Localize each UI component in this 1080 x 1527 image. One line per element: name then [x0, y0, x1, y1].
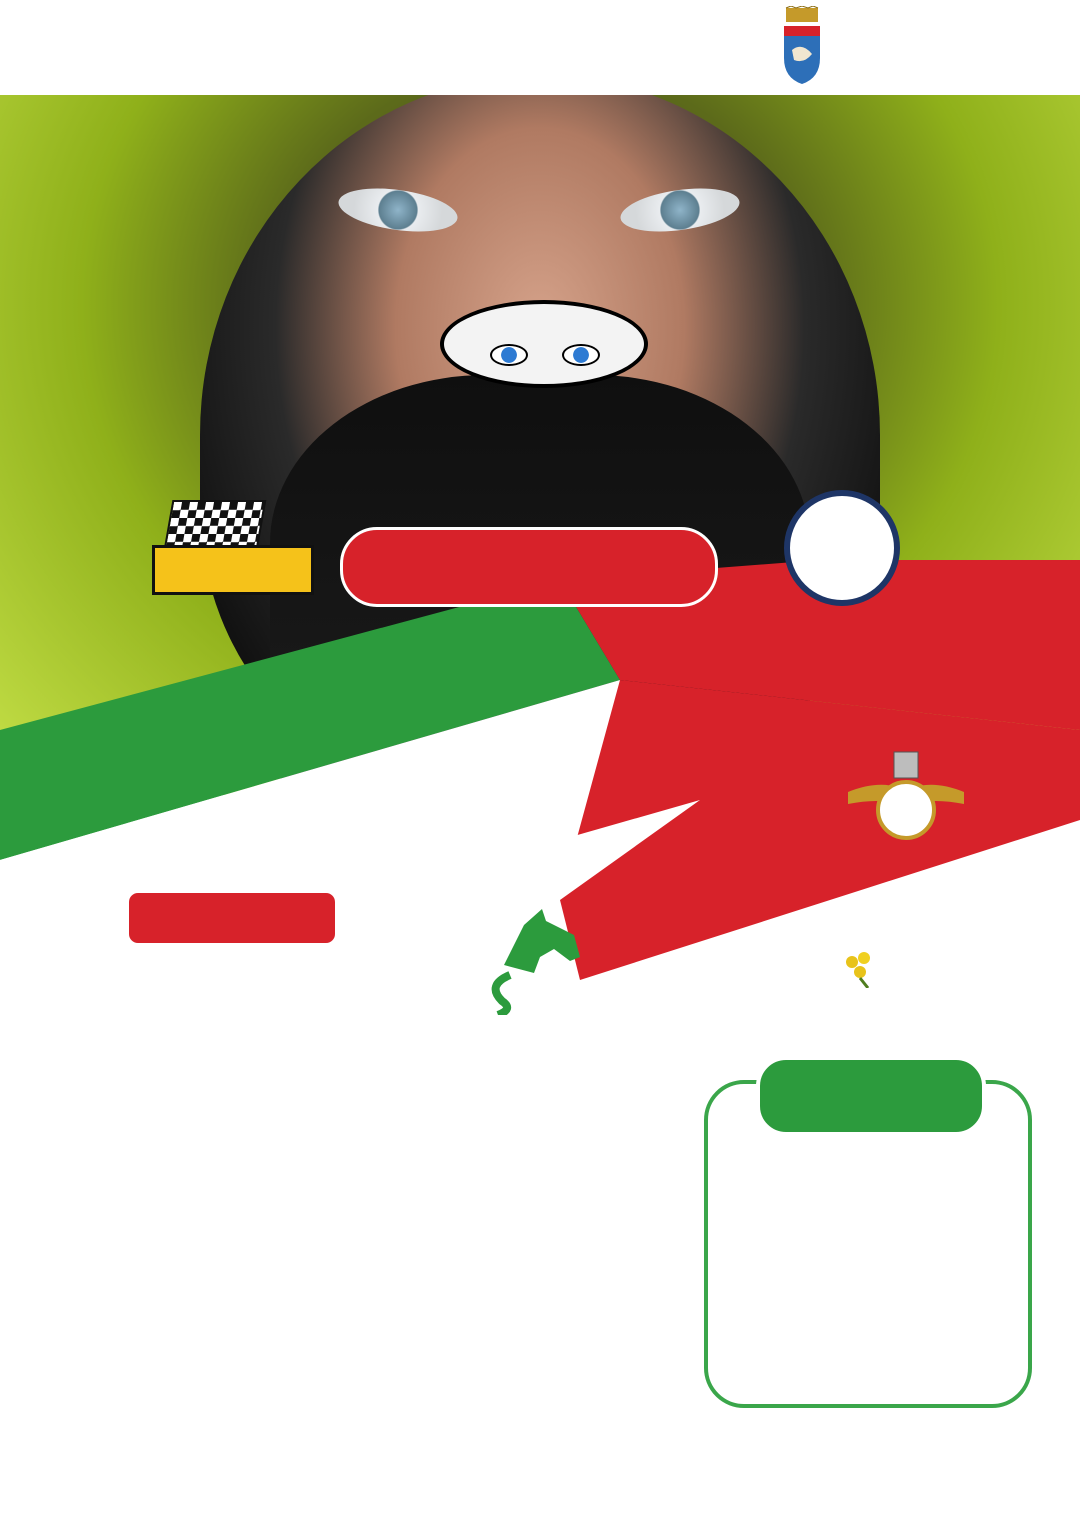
date-badge	[340, 527, 718, 607]
menu-badge	[756, 1056, 986, 1136]
bardahl-logo	[152, 545, 314, 595]
ippodromo-horse-icon	[484, 905, 604, 1015]
club-mask-logo-icon	[440, 300, 648, 388]
programma-badge	[126, 890, 338, 946]
checkered-flag-icon	[164, 500, 267, 550]
fmi-logo-icon	[848, 742, 964, 852]
comune-crest-icon	[780, 6, 824, 84]
mimosa-flower-icon	[840, 948, 884, 988]
header-strip	[0, 0, 1080, 95]
at-logo-icon	[784, 490, 900, 606]
